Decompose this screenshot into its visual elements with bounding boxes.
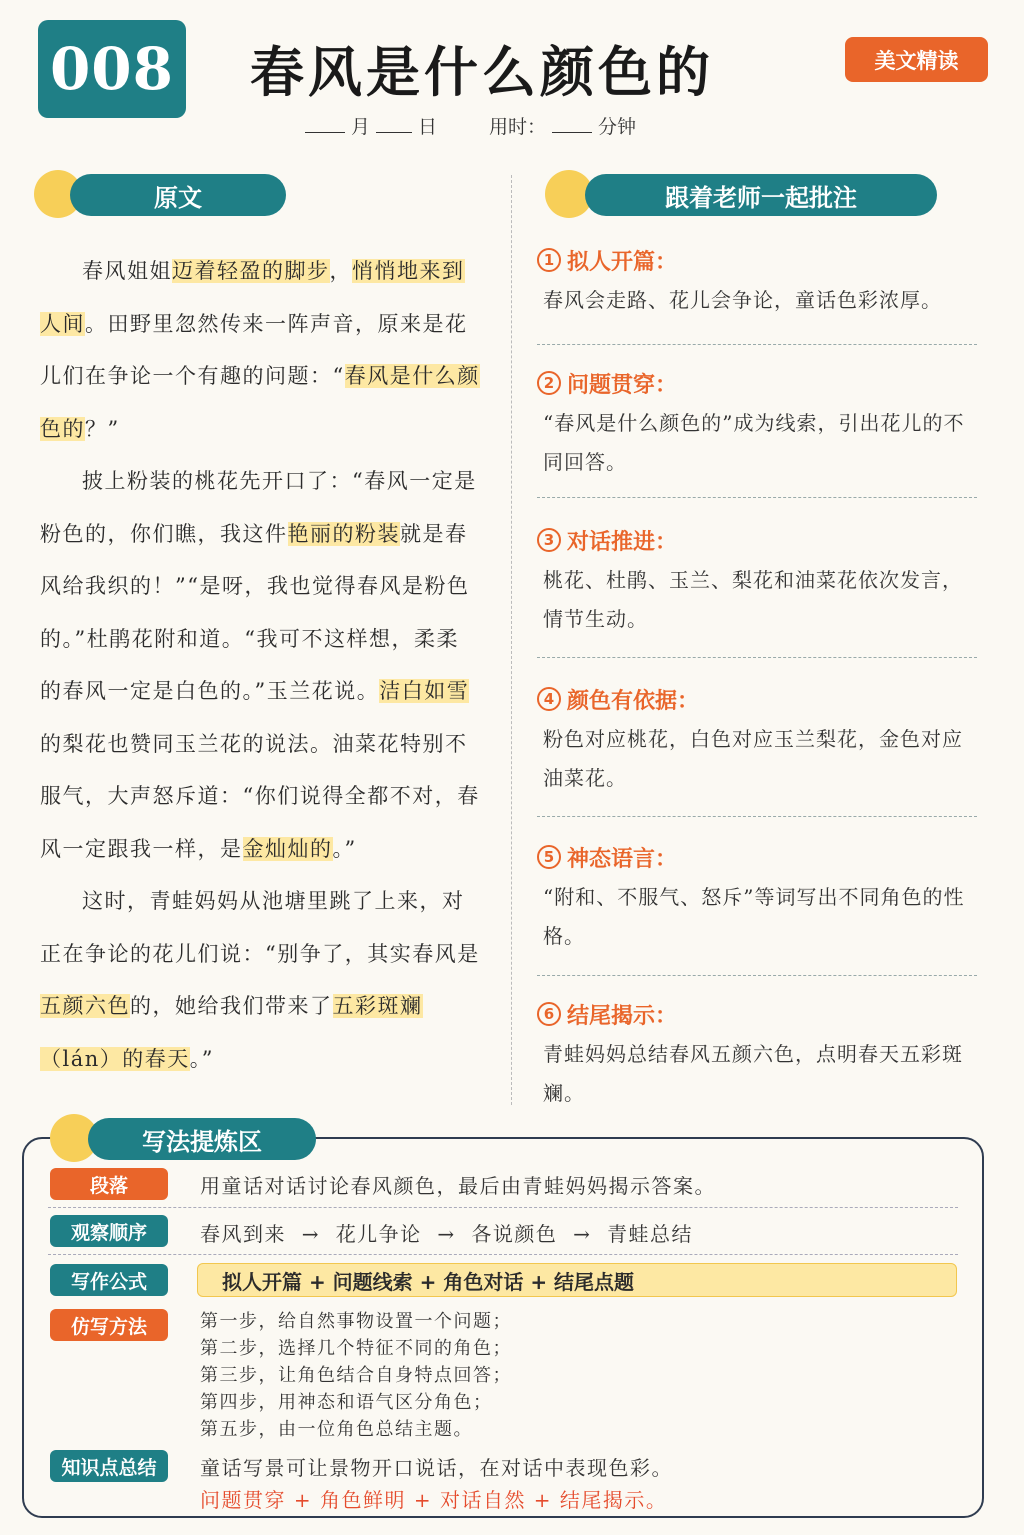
note-title <box>537 682 982 716</box>
highlighted-phrase: 洁白如雪 <box>379 679 470 703</box>
note-divider <box>537 816 977 817</box>
note-title-text: 神态语言： <box>567 846 678 872</box>
formula-text: 拟人开篇 + 问题线索 + 角色对话 + 结尾点题 <box>197 1263 957 1297</box>
note-number: 2 <box>537 371 561 395</box>
text-run: 的，她给我们带来了 <box>130 994 333 1018</box>
note-title <box>537 840 982 874</box>
row-divider <box>48 1254 958 1255</box>
original-paragraph <box>40 875 480 1085</box>
highlighted-phrase: 金灿灿的 <box>242 836 333 861</box>
knowledge-highlight: 问题贯穿 + 角色鲜明 + 对话自然 + 结尾揭示。 <box>200 1488 668 1512</box>
order-step: 青蛙总结 <box>607 1222 694 1246</box>
order-step: 各说颜色 <box>471 1222 558 1246</box>
text-run: 披上粉装的桃花先开口了：“春风一定是粉色的，你们瞧，我这件 <box>40 469 477 546</box>
original-text <box>40 245 480 1085</box>
note-title-text: 拟人开篇： <box>567 249 678 275</box>
note-item <box>537 523 982 639</box>
original-paragraph <box>40 455 480 875</box>
text-run: 。” <box>189 1046 215 1071</box>
day-label: 日 <box>418 116 438 138</box>
note-item <box>537 840 982 956</box>
note-title <box>537 243 982 277</box>
category-tag: 美文精读 <box>845 37 988 82</box>
note-body: 春风会走路、花儿会争论，童话色彩浓厚。 <box>543 288 942 312</box>
note-number: 1 <box>537 248 561 272</box>
note-body: 桃花、杜鹃、玉兰、梨花和油菜花依次发言，情节生动。 <box>543 568 963 631</box>
note-title-text: 对话推进： <box>567 529 678 555</box>
minutes-blank[interactable] <box>552 131 592 133</box>
note-item <box>537 682 982 798</box>
highlighted-phrase: 春风是什么颜色的 <box>40 364 480 441</box>
summary-heading: 写法提炼区 <box>88 1118 316 1160</box>
original-section-header <box>34 170 254 218</box>
note-divider <box>537 344 977 345</box>
note-body: “春风是什么颜色的”成为线索，引出花儿的不同回答。 <box>543 411 965 474</box>
knowledge-label: 知识点总结 <box>50 1450 168 1482</box>
highlighted-phrase: 悄悄地来到人间 <box>40 259 465 336</box>
note-title <box>537 523 982 557</box>
time-label: 用时： <box>489 116 547 138</box>
knowledge-text: 童话写景可让景物开口说话，在对话中表现色彩。 <box>200 1456 673 1480</box>
note-title-text: 结尾揭示： <box>567 1003 678 1029</box>
note-body: 粉色对应桃花，白色对应玉兰梨花，金色对应油菜花。 <box>543 727 963 790</box>
note-number: 3 <box>537 528 561 552</box>
method-step: 第二步，选择几个特征不同的角色； <box>200 1338 512 1359</box>
text-run: 的梨花也赞同玉兰花的说法。油菜花特别不服气，大声怒斥道：“你们说得全都不对，春风一定跟我一样，是 <box>40 731 480 861</box>
arrow-icon: → <box>557 1222 608 1246</box>
method-step: 第一步，给自然事物设置一个问题； <box>200 1311 512 1332</box>
method-steps <box>200 1308 512 1443</box>
summary-section-header <box>50 1114 320 1162</box>
minutes-label: 分钟 <box>598 116 637 138</box>
order-label: 观察顺序 <box>50 1215 168 1247</box>
text-run: 这时，青蛙妈妈从池塘里跳了上来，对正在争论的花儿们说：“别争了，其实春风是 <box>40 889 480 966</box>
note-title <box>537 997 982 1031</box>
note-item <box>537 243 982 320</box>
note-number: 5 <box>537 845 561 869</box>
note-divider <box>537 657 977 658</box>
note-body: 青蛙妈妈总结春风五颜六色，点明春天五彩斑斓。 <box>543 1042 963 1105</box>
note-title-text: 颜色有依据： <box>567 688 700 714</box>
date-time-line <box>305 112 636 139</box>
text-run: 就是春风给我织的！”“是呀，我也觉得春风是粉色的。”杜鹃花附和道。“我可不这样想，柔柔的春风一定是白色的。”玉兰花说。 <box>40 521 470 703</box>
note-title <box>537 366 982 400</box>
paragraph-label: 段落 <box>50 1168 168 1200</box>
text-run: ？” <box>85 416 120 441</box>
notes-heading: 跟着老师一起批注 <box>585 174 937 216</box>
arrow-icon: → <box>286 1222 336 1246</box>
original-heading: 原文 <box>70 174 286 216</box>
column-divider <box>511 175 512 1105</box>
method-label: 仿写方法 <box>50 1309 168 1341</box>
lesson-number-badge: 008 <box>38 20 186 118</box>
month-label: 月 <box>351 116 371 138</box>
notes-section-header <box>545 170 940 218</box>
month-blank[interactable] <box>305 131 345 133</box>
note-number: 4 <box>537 687 561 711</box>
note-divider <box>537 975 977 976</box>
note-number: 6 <box>537 1002 561 1026</box>
order-steps <box>200 1218 693 1247</box>
highlighted-phrase: 迈着轻盈的脚步 <box>172 259 330 283</box>
text-run: 。田野里忽然传来一阵声音，原来是花儿们在争论一个有趣的问题：“ <box>40 311 468 388</box>
paragraph-text: 用童话对话讨论春风颜色，最后由青蛙妈妈揭示答案。 <box>200 1174 716 1198</box>
note-body: “附和、不服气、怒斥”等词写出不同角色的性格。 <box>543 885 965 948</box>
text-run: 。” <box>332 836 357 861</box>
method-step: 第五步，由一位角色总结主题。 <box>200 1419 473 1440</box>
original-paragraph <box>40 245 480 455</box>
day-blank[interactable] <box>376 131 412 133</box>
arrow-icon: → <box>421 1222 472 1246</box>
highlighted-phrase: 艳丽的粉装 <box>287 521 400 546</box>
note-item <box>537 997 982 1113</box>
page-title: 春风是什么颜色的 <box>250 40 714 104</box>
method-step: 第三步，让角色结合自身特点回答； <box>200 1365 512 1386</box>
order-step: 花儿争论 <box>335 1222 422 1246</box>
note-title-text: 问题贯穿： <box>567 372 678 398</box>
order-step: 春风到来 <box>200 1222 286 1246</box>
highlighted-phrase: 五颜六色 <box>40 994 130 1018</box>
note-item <box>537 366 982 482</box>
method-step: 第四步，用神态和语气区分角色； <box>200 1392 493 1413</box>
row-divider <box>48 1207 958 1208</box>
note-divider <box>537 497 977 498</box>
text-run: 春风姐姐 <box>82 259 172 283</box>
formula-label: 写作公式 <box>50 1264 168 1296</box>
text-run: ， <box>329 259 352 283</box>
highlighted-phrase: 五彩斑斓（lán）的春天 <box>40 994 423 1071</box>
